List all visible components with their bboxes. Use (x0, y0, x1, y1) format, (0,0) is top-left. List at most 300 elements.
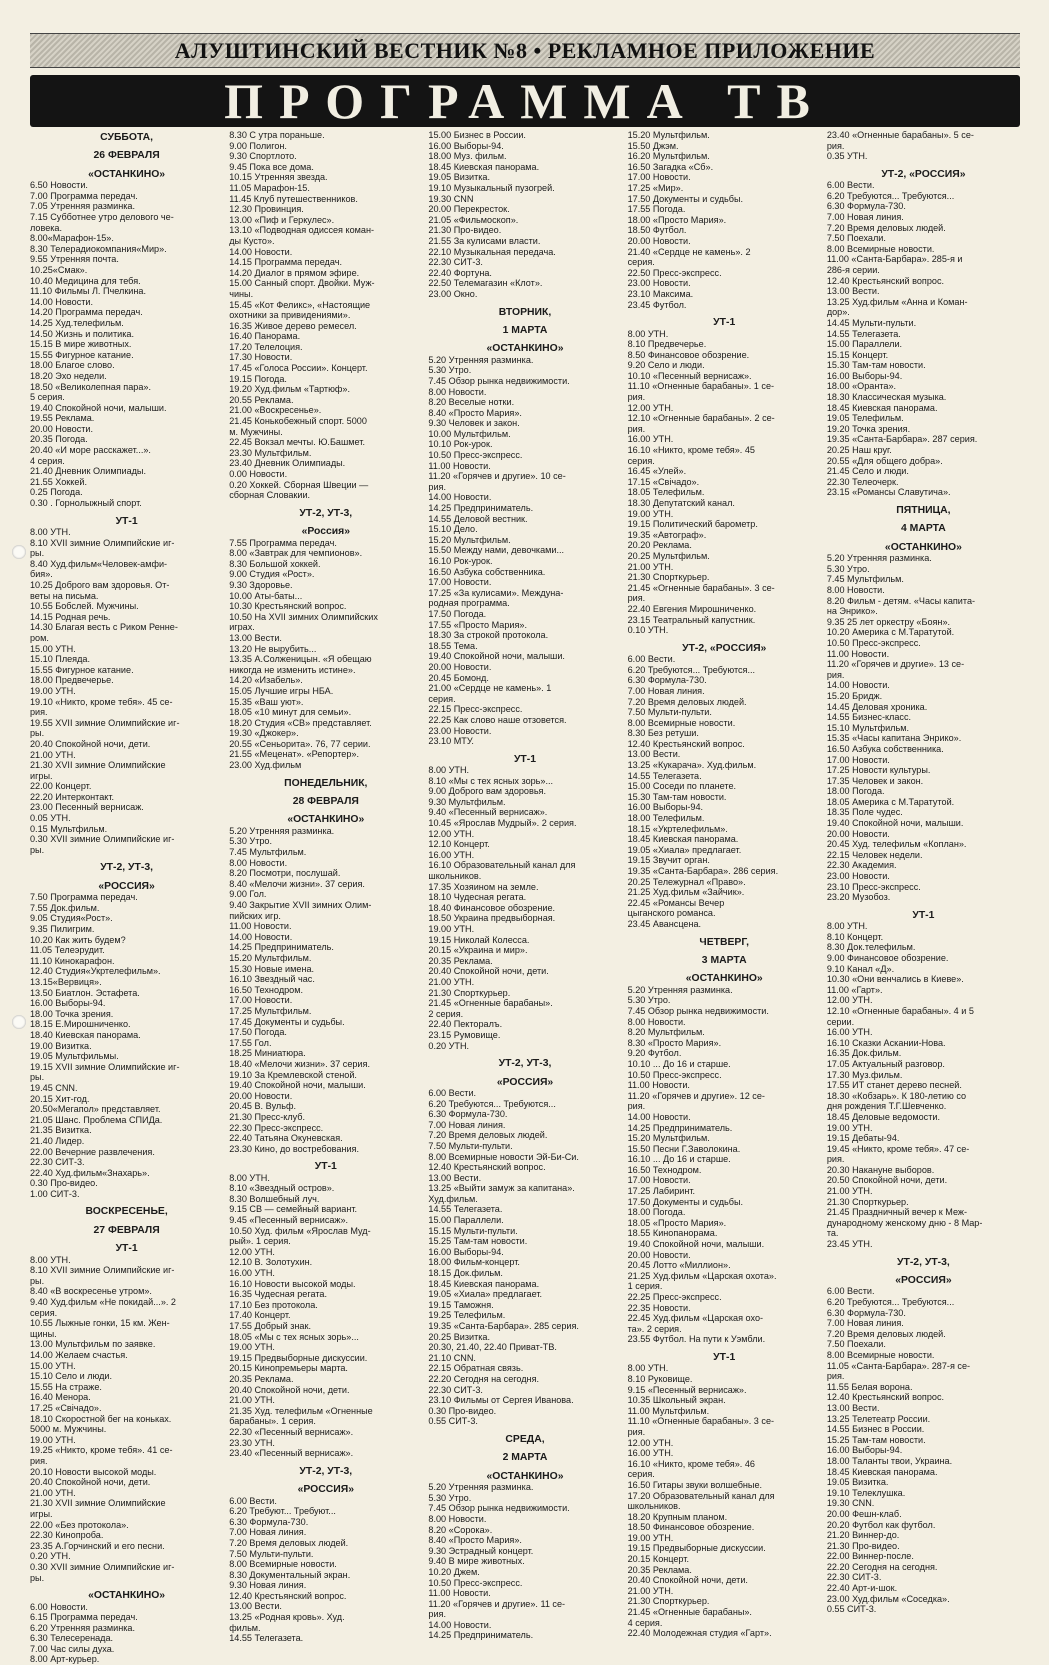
tv-program-banner (30, 75, 1020, 127)
channel-heading: УТ-1 (115, 515, 138, 527)
program-entry: рия. (627, 392, 646, 403)
program-entry: 10.20 Америка с М.Таратутой. (826, 627, 955, 638)
program-entry: 16.00 Выборы-94. (627, 802, 704, 813)
program-entry: 23.10 Максима. (627, 288, 694, 299)
program-entry: та. (826, 1228, 839, 1239)
program-entry: 7.45 Мультфильм. (826, 574, 904, 585)
program-entry: 21.35 Худ. телефильм «Огненные (229, 1405, 373, 1416)
program-entry: 17.00 Новости. (627, 1175, 691, 1186)
program-entry: 10.00 Мультфильм. (428, 428, 511, 439)
program-entry: 7.50 Поехали. (826, 233, 886, 244)
program-entry: 20.35 Реклама. (229, 1373, 294, 1384)
program-entry: 8.10 «Звездный остров». (229, 1183, 335, 1194)
program-entry: 22.40 Молодежная студия «Гарт». (627, 1628, 772, 1639)
program-entry: веты на письма. (30, 590, 99, 601)
program-entry: 14.45 Мульти-пульти. (826, 317, 917, 328)
program-entry: 20.35 Реклама. (428, 955, 493, 966)
program-entry: 17.00 Новости. (627, 172, 691, 183)
program-entry: 19.25 Телефильм. (428, 1310, 506, 1321)
program-entry: 23.00 Окно. (428, 288, 478, 299)
program-entry: 17.50 Погода. (229, 1027, 287, 1038)
program-entry: 22.00 Концерт. (30, 781, 92, 792)
program-entry: 8.00 Новости. (229, 857, 288, 868)
program-entry: 5.20 Утренняя разминка. (229, 825, 335, 836)
program-entry: 16.00 Выборы-94. (30, 998, 106, 1009)
program-entry: 20.40 Спокойной ночи, дети. (30, 738, 151, 749)
program-entry: 15.10 Дело. (428, 524, 478, 535)
channel-heading: УТ-1 (513, 753, 537, 765)
program-entry: 14.25 Предприниматель. (428, 503, 534, 514)
program-entry: 19.15 Николай Колесса. (428, 934, 530, 945)
program-entry: 7.45 Мультфильм. (229, 847, 307, 858)
program-entry: 20.20 Футбол как футбол. (826, 1519, 936, 1530)
program-entry: 19.55 Реклама. (30, 413, 95, 424)
program-entry: 20.30, 21.40, 22.40 Приват-ТВ. (428, 1342, 557, 1353)
program-entry: 8.30 Волшебный луч. (229, 1193, 320, 1204)
program-entry: 13.25 Худ.фильм «Анна и Коман- (826, 296, 968, 307)
program-entry: 6.15 Программа передач. (30, 1612, 138, 1623)
program-entry: 14.00 Новости. (229, 246, 293, 257)
program-entry: 17.25 Новости культуры. (826, 765, 931, 776)
program-entry: 15.20 Мультфильм. (428, 534, 511, 545)
program-entry: 23.30 Мультфильм. (229, 447, 312, 458)
program-entry: 16.00 Выборы-94. (428, 1246, 504, 1257)
program-entry: 17.05 Актуальный разговор. (826, 1058, 945, 1069)
program-entry: 11.00 Новости. (229, 921, 292, 932)
program-entry: 22.45 Вокзал мечты. Ю.Башмет. (229, 437, 365, 448)
program-entry: та». 2 серия. (627, 1323, 682, 1334)
program-entry: 15.20 Бридж. (826, 690, 883, 701)
program-entry: 21.10 CNN. (428, 1352, 476, 1363)
program-entry: 14.30 Благая весть с Риком Ренне- (30, 622, 178, 633)
program-entry: 0.20 УТН. (30, 1551, 71, 1562)
program-entry: 17.55 «Просто Мария». (428, 619, 527, 630)
program-entry: 14.20 «Изабель». (229, 675, 303, 686)
channel-heading: «ОСТАНКИНО» (287, 814, 365, 826)
program-entry: 15.50 Джэм. (627, 140, 679, 151)
program-entry: 10.20 Джем. (428, 1566, 480, 1577)
program-entry: 18.00 Благое слово. (30, 360, 115, 371)
program-entry: 19.30 CNN. (826, 1498, 875, 1509)
program-entry: 10.25«Смак». (30, 264, 88, 275)
program-entry: 17.00 Новости. (826, 754, 890, 765)
program-entry: 286-я серии. (826, 264, 880, 275)
program-entry: 0.30 Про-видео. (30, 1178, 98, 1189)
program-entry: 19.35 «Автограф». (627, 529, 707, 540)
program-entry: 22.45 «Романсы Вечер (627, 897, 725, 908)
program-entry: 19.40 Спокойной ночи, малыши. (30, 402, 167, 413)
program-entry: 15.00 УТН. (30, 1360, 76, 1371)
program-entry: 23.00 Новости. (428, 725, 492, 736)
program-entry: 0.30 XVII зимние Олимпийские иг- (30, 834, 175, 845)
program-entry: 10.00 Аты-баты... (229, 590, 303, 601)
program-entry: 12.40 Крестьянский вопрос. (428, 1162, 546, 1173)
program-entry: 10.15 Утренняя звезда. (229, 172, 328, 183)
program-entry: 10.10 ... До 16 и старше. (627, 1058, 731, 1069)
program-entry: 22.20 Сегодня на сегодня. (826, 1561, 938, 1572)
program-entry: 23.20 Музобоз. (826, 892, 891, 903)
program-entry: рия. (30, 1455, 48, 1466)
program-entry: 6.00 Вести. (826, 1286, 875, 1297)
program-entry: 21.30 Пресс-клуб. (229, 1111, 306, 1122)
program-entry: 18.45 Киевская панорама. (826, 402, 938, 413)
program-entry: 16.00 УТН. (229, 1268, 275, 1279)
program-entry: 0.20 УТН. (428, 1040, 470, 1051)
program-entry: 12.10 Концерт. (428, 839, 490, 850)
program-entry: 20.50 Спокойной ночи, дети. (826, 1175, 948, 1186)
program-entry: 7.00 Программа передач. (30, 190, 138, 201)
program-entry: 22.30 Кинопроба. (30, 1530, 104, 1541)
program-entry: 22.40 Арт-и-шок. (826, 1583, 898, 1594)
program-entry: 21.00 УТН. (229, 1395, 275, 1406)
program-entry: 9.30 Человек и закон. (428, 418, 520, 429)
program-entry: 21.55 «Меценат». «Репортер». (229, 749, 359, 760)
program-entry: 22.15 Пресс-экспресс. (428, 704, 523, 715)
program-entry: 11.20 «Горячев и другие». 13 се- (826, 659, 965, 670)
program-entry: рия. (627, 593, 646, 604)
program-entry: 19.15 Политический барометр. (627, 519, 758, 530)
program-entry: 10.35 Школьный экран. (627, 1395, 726, 1406)
program-entry: 10.10 «Песенный вернисаж». (627, 370, 752, 381)
program-entry: 13.25 «Выйти замуж за капитана». (428, 1183, 575, 1194)
program-entry: 14.55 Телегазета. (627, 770, 702, 781)
program-entry: 14.15 Родная речь. (30, 611, 111, 622)
program-entry: 18.15 Е.Мирошниченко. (30, 1019, 131, 1030)
program-entry: 22.40 Татьяна Окуневская. (229, 1133, 343, 1144)
program-entry: 6.20 Требуются... Требуются... (826, 190, 955, 201)
program-entry: 18.15 Док.фильм. (428, 1268, 503, 1279)
program-entry: 18.00 «Оранта». (826, 381, 897, 392)
program-entry: 21.20 Виннер-до. (826, 1530, 900, 1541)
channel-heading: УТ-2, УТ-3, (897, 1256, 950, 1268)
program-entry: 10.55 Бобслей. Мужчины. (30, 601, 139, 612)
program-entry: 16.10 «Никто, кроме тебя». 46 (627, 1458, 755, 1469)
program-entry: 14.20 Диалог в прямом эфире. (229, 267, 360, 278)
program-entry: 21.30 Спорткурьер. (826, 1196, 909, 1207)
program-entry: 9.20 Село и люди. (627, 360, 705, 371)
program-entry: ды Кусто». (229, 235, 275, 246)
channel-heading: УТ-1 (912, 909, 935, 921)
channel-heading: «ОСТАНКИНО» (486, 1470, 564, 1482)
program-entry: 22.15 Человек недели. (826, 849, 923, 860)
program-entry: 21.45 Село и люди. (826, 466, 909, 477)
program-entry: 14.55 Бизнес-класс. (826, 712, 912, 723)
program-entry: 8.10 Концерт. (826, 931, 884, 942)
program-entry: 11.00 Новости. (826, 648, 890, 659)
program-entry: 15.45 «Кот Феликс», «Настоящие (229, 299, 371, 310)
program-entry: 20.45 Бомонд. (428, 672, 489, 683)
channel-heading: 26 ФЕВРАЛЯ (93, 150, 160, 162)
program-entry: 5.30 Утро. (428, 1492, 472, 1503)
program-entry: м. Мужчины. (229, 426, 283, 437)
program-entry: 11.00 Новости. (428, 460, 491, 471)
channel-heading: 27 ФЕВРАЛЯ (93, 1224, 160, 1236)
program-entry: 10.10 Рок-урок. (428, 439, 493, 450)
channel-heading: «ОСТАНКИНО» (88, 1590, 166, 1602)
program-entry: 14.50 Жизнь и политика. (30, 328, 134, 339)
program-entry: 6.00 Вести. (229, 1495, 277, 1506)
program-entry: 11.55 Белая ворона. (826, 1381, 913, 1392)
program-entry: 16.35 Док.фильм. (826, 1048, 902, 1059)
program-entry: 12.30 Провинция. (229, 204, 304, 215)
program-entry: 11.20 «Горячев и другие». 11 се- (428, 1598, 566, 1609)
program-entry: 17.25 «Мир». (627, 182, 684, 193)
program-entry: 19.35 «Санта-Барбара». 286 серия. (627, 866, 779, 876)
program-entry: 20.00 Перекресток. (428, 204, 510, 215)
program-entry: 20.25 Визитка. (428, 1331, 491, 1342)
program-entry: 14.00 Новости. (428, 1619, 492, 1630)
program-entry: 14.25 Предприниматель. (229, 942, 334, 953)
program-entry: 8.30 «Просто Мария». (627, 1037, 722, 1048)
program-entry: 13.00 Вести. (627, 749, 681, 760)
program-entry: 9.40 В мире животных. (428, 1556, 525, 1567)
program-entry: 8.20 Мультфильм. (627, 1027, 705, 1038)
program-entry: 19.05 «Хиала» предлагает. (627, 844, 742, 855)
program-entry: 18.00 Фильм-концерт. (428, 1257, 520, 1268)
program-entry: 17.30 Муз.фильм. (826, 1069, 903, 1080)
program-entry: 23.00 Новости. (627, 278, 691, 289)
program-entry: 20.00 Новости. (229, 1090, 293, 1101)
program-entry: 16.50 Азбука собственника. (428, 566, 546, 577)
program-entry: 20.40 «И море расскажет...». (30, 445, 151, 456)
program-entry: 8.30 Большой хоккей. (229, 558, 321, 569)
program-entry: барабаны». 1 серия. (229, 1416, 316, 1427)
program-entry: 11.10 Кинокарафон. (30, 955, 115, 966)
program-entry: 21.45 «Огненные барабаны». 3 се- (627, 582, 775, 593)
program-entry: 11.00 Новости. (428, 1588, 491, 1599)
program-entry: 21.30 XVII зимние Олимпийские (30, 760, 166, 771)
channel-heading: УТ-1 (713, 1351, 736, 1363)
program-entry: 12.10 В. Золотухин. (229, 1257, 313, 1268)
program-entry: 12.00 УТН. (428, 828, 475, 839)
program-entry: 6.00 Вести. (428, 1087, 477, 1098)
program-entry: 7.20 Время деловых людей. (428, 1130, 548, 1141)
program-entry: 18.35 Поле чудес. (826, 807, 903, 818)
program-entry: 8.50 Финансовое обозрение. (627, 349, 750, 360)
program-entry: 23.15 «Романсы Славутича». (826, 487, 951, 498)
channel-heading: СУББОТА, (100, 132, 154, 143)
program-entry: 15.55 Фигурное катание. (30, 664, 134, 675)
program-entry: 14.55 Телегазета. (826, 328, 901, 339)
program-entry: 21.40 Дневник Олимпиады. (30, 466, 146, 477)
program-entry: 8.30 Документальный экран. (229, 1569, 351, 1580)
program-entry: 23.45 Авансцена. (627, 918, 702, 929)
program-entry: 23.15 Румовище. (428, 1029, 501, 1040)
program-entry: 12.00 УТН. (229, 1246, 275, 1257)
program-entry: 19.15 Погода. (229, 373, 287, 384)
program-entry: дня рождения Т.Г.Шевченко. (826, 1101, 947, 1112)
program-entry: 7.50 Программа передач. (30, 892, 138, 903)
program-entry: 21.55 За кулисами власти. (428, 235, 541, 246)
program-entry: 19.15 Звучит орган. (627, 855, 710, 866)
program-entry: 2 серия. (428, 1008, 464, 1019)
program-entry: 15.30 Там-там новости. (826, 360, 926, 371)
channel-heading: 4 МАРТА (901, 523, 946, 535)
program-entry: 20.40 Спокойной ночи, дети. (30, 1477, 151, 1488)
program-entry: 1 серия. (627, 1281, 663, 1292)
program-entry: 23.10 Фильмы от Сергея Иванова. (428, 1395, 574, 1406)
program-entry: играх. (229, 622, 255, 633)
program-entry: 10.30 «Они венчались в Киеве». (826, 974, 964, 985)
program-entry: 9.15 «Песенный вернисаж». (627, 1384, 747, 1395)
program-entry: 9.30 Новая линия. (229, 1580, 307, 1591)
program-entry: 21.05 «Фильмоскоп». (428, 214, 519, 225)
program-entry: ром. (30, 632, 49, 643)
program-entry: 22.30 Телеочерк. (826, 476, 899, 487)
program-entry: 14.55 Телегазета. (229, 1633, 304, 1644)
program-entry: 18.25 Миниатюра. (229, 1048, 306, 1059)
channel-heading: УТ-2, УТ-3, (299, 1465, 353, 1477)
program-entry: 15.25 Там-там новости. (428, 1236, 528, 1247)
program-entry: 6.20 Утренняя разминка. (30, 1622, 136, 1633)
program-entry: 15.20 Мультфильм. (627, 130, 710, 140)
program-entry: 19.00 УТН. (30, 685, 76, 696)
program-entry: 8.40 «Мелочи жизни». 37 серия. (229, 878, 365, 889)
program-entry: 8.30 С утра пораньше. (229, 130, 325, 140)
program-entry: 22.30 «Песенный вернисаж». (229, 1426, 354, 1437)
program-entry: 19.15 Предвыборные дискуссии. (229, 1352, 368, 1363)
program-entry: фильм. (229, 1622, 261, 1633)
program-entry: 14.25 Предприниматель. (428, 1630, 534, 1641)
program-entry: 9.45 «Песенный вернисаж». (229, 1215, 349, 1226)
program-entry: 18.00 Точка зрения. (30, 1008, 114, 1019)
program-entry: 22.30 СИТ-3. (428, 1384, 483, 1395)
program-entry: 15.15 Мульти-пульти. (428, 1225, 518, 1236)
program-entry: 9.55 Утренняя почта. (30, 254, 119, 265)
program-entry: на Энрико». (826, 606, 878, 617)
program-entry: 10.55 Лыжные гонки, 15 км. Жен- (30, 1318, 170, 1329)
program-entry: 21.45 «Огненные барабаны». (627, 1607, 752, 1618)
program-entry: 15.00 Санный спорт. Двойки. Муж- (229, 278, 375, 289)
program-entry: рия. (428, 481, 446, 492)
program-entry: 15.50 Песни Г.Заволокина. (627, 1143, 741, 1154)
program-entry: 21.30 Спорткурьер. (627, 1596, 710, 1607)
program-entry: 15.20 Мультфильм. (627, 1133, 710, 1144)
program-entry: 17.55 Погода. (627, 204, 686, 215)
program-entry: серия. (627, 1469, 655, 1480)
program-entry: 8.00 УТН. (627, 1363, 669, 1374)
program-entry: рия. (627, 1101, 646, 1112)
program-entry: 18.50 Футбол. (627, 225, 687, 236)
program-entry: 9.05 Студия«Рост». (30, 913, 113, 924)
program-entry: 16.10 Образовательный канал для (428, 860, 576, 871)
program-entry: 19.00 УТН. (627, 508, 674, 519)
program-entry: 22.45 Худ.фильм «Царская охо- (627, 1313, 764, 1324)
program-entry: 13.00 Вести. (229, 632, 282, 643)
program-entry: игры. (30, 770, 53, 781)
program-entry: 22.20 Интерконтакт. (30, 791, 115, 802)
program-entry: 15.00 Соседи по планете. (627, 781, 737, 792)
program-entry: 16.10 Новости высокой моды. (229, 1278, 356, 1289)
program-entry: 7.55 Док.фильм. (30, 902, 100, 913)
program-entry: 20.25 Наш круг. (826, 445, 892, 456)
channel-heading: ПЯТНИЦА, (896, 505, 951, 516)
program-entry: 18.30 Классическая музыка. (826, 392, 947, 403)
program-entry: 20.40 Спокойной ночи, дети. (428, 966, 549, 977)
program-entry: 18.40 «Мелочи жизни». 37 серия. (229, 1058, 370, 1069)
schedule-column-5 (826, 130, 1020, 1615)
program-entry: 18.05 «10 минут для семьи». (229, 707, 352, 718)
program-entry: 9.35 25 лет оркестру «Боян». (826, 616, 951, 627)
program-entry: 7.45 Обзор рынка недвижимости. (428, 375, 570, 386)
program-entry: бия». (30, 569, 53, 580)
program-entry: рия. (826, 1154, 845, 1165)
program-entry: 12.40 Крестьянский вопрос. (229, 1590, 347, 1601)
program-entry: 19.30 «Джокер». (229, 728, 299, 739)
program-entry: 5.20 Утренняя разминка. (428, 354, 534, 365)
program-entry: 0.30 . Горнолыжный спорт. (30, 498, 142, 509)
program-entry: 7.15 Субботнее утро делового че- (30, 212, 174, 222)
program-entry: 20.30 Накануне выборов. (826, 1164, 935, 1175)
program-entry: 7.45 Обзор рынка недвижимости. (627, 1005, 769, 1016)
program-entry: 23.10 Пресс-экспресс. (826, 881, 921, 892)
program-entry: 23.00 Худ.фильм (229, 760, 302, 771)
program-entry: 0.00 Новости. (229, 469, 288, 479)
schedule-column-4 (627, 130, 821, 1639)
program-entry: серия. (30, 1307, 58, 1318)
program-entry: 18.00 Таланты твои, Украина. (826, 1455, 953, 1466)
program-entry: 7.50 Поехали. (826, 1339, 886, 1350)
program-entry: 6.20 Требуют... Требуют... (229, 1506, 336, 1517)
program-entry: охотники за привидениями». (229, 310, 351, 321)
program-entry: 14.15 Программа передач. (229, 257, 342, 268)
program-entry: 22.40 Фортуна. (428, 267, 492, 278)
program-entry: 19.00 УТН. (826, 1122, 873, 1133)
program-entry: 22.10 Музыкальная передача. (428, 246, 556, 257)
program-entry: 15.55 Фигурное катание. (30, 349, 134, 360)
program-entry: ры. (30, 1275, 45, 1286)
program-entry: 8.20 Посмотри, послушай. (229, 868, 341, 879)
program-entry: никогда не изменить истине». (229, 664, 356, 675)
channel-heading: «Россия» (301, 526, 351, 538)
program-entry: чины. (229, 288, 254, 299)
program-entry: 16.45 «Улей». (627, 466, 687, 477)
channel-heading: УТ-2, УТ-3, (498, 1058, 552, 1070)
program-entry: 10.25 Доброго вам здоровья. От- (30, 580, 170, 590)
program-entry: 8.40 «В воскресенье утром». (30, 1286, 152, 1297)
program-entry: 8.00 Всемирные новости. (229, 1559, 337, 1570)
program-entry: 7.45 Обзор рынка недвижимости. (428, 1503, 570, 1514)
program-entry: 7.20 Время деловых людей. (229, 1537, 349, 1548)
program-entry: 19.05 Телефильм. (826, 413, 904, 424)
program-entry: 18.10 Чудесная регата. (428, 892, 527, 903)
program-entry: 14.25 Предприниматель. (627, 1122, 733, 1133)
program-entry: 10.50 Пресс-экспресс. (428, 450, 523, 461)
program-entry: 12.40 Крестьянский вопрос. (826, 275, 945, 286)
program-entry: 21.30 Спорткурьер. (627, 572, 710, 583)
program-entry: 7.20 Время деловых людей. (627, 696, 747, 707)
program-entry: 7.50 Мульти-пульти. (627, 707, 712, 718)
program-entry: щины. (30, 1328, 57, 1339)
program-entry: 13.10 «Подводная одиссея коман- (229, 225, 375, 236)
program-entry: 19.00 УТН. (30, 1434, 76, 1445)
program-entry: 7.00 Новая линия. (229, 1527, 307, 1538)
punch-hole-bottom (12, 1015, 26, 1029)
program-entry: 11.00 Новости. (627, 1080, 690, 1091)
program-entry: 19.30 CNN (428, 193, 474, 204)
program-entry: 5.30 Утро. (826, 563, 870, 574)
program-entry: 22.25 Как слово наше отзовется. (428, 714, 567, 725)
program-entry: 22.40 Пекторалъ. (428, 1019, 503, 1030)
banner-title: ПРОГРАММА ТВ (224, 73, 826, 129)
program-entry: 15.35 «Ваш уют». (229, 696, 304, 707)
program-entry: 15.30 Там-там новости. (627, 791, 727, 802)
program-entry: 7.00 Новая линия. (826, 211, 904, 222)
channel-heading: ЧЕТВЕРГ, (699, 936, 749, 948)
program-entry: 21.25 Худ.фильм «Царская охота». (627, 1270, 777, 1281)
program-entry: 13.00 Вести. (229, 1601, 282, 1612)
program-entry: 15.25 Там-там новости. (826, 1434, 926, 1445)
